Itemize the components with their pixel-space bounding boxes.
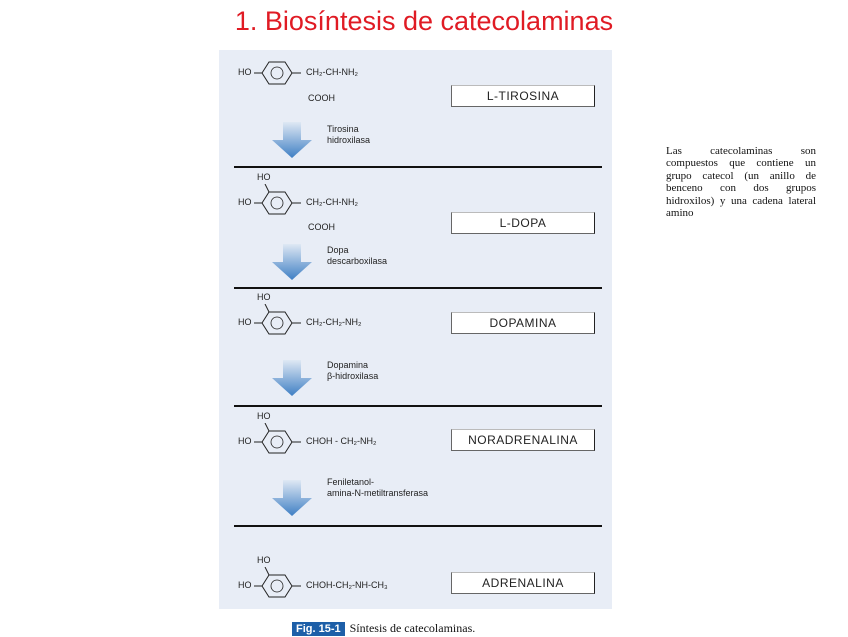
side-chain-label: CH₂-CH₂-NH₂ <box>306 317 362 327</box>
top-oh-label: HO <box>257 411 271 421</box>
compound-name-box: L-TIROSINA <box>451 85 595 107</box>
enzyme-label: Tirosina hidroxilasa <box>327 124 371 145</box>
compound-name-box: L-DOPA <box>451 212 595 234</box>
benzene-ring-icon <box>252 423 302 457</box>
side-chain-label: CHOH-CH₂-NH-CH₃ <box>306 580 388 590</box>
carboxyl-label: COOH <box>308 222 335 232</box>
compound-name-box: DOPAMINA <box>451 312 595 334</box>
benzene-ring-icon <box>252 184 302 218</box>
down-arrow-icon <box>272 480 312 516</box>
benzene-ring-icon <box>252 567 302 601</box>
figure-label: Fig. 15-1 <box>292 622 345 636</box>
page-title: 1. Biosíntesis de catecolaminas <box>234 6 614 36</box>
side-chain-label: CH₂-CH-NH₂ <box>306 67 358 77</box>
left-oh-label: HO <box>238 580 252 590</box>
down-arrow-icon <box>272 360 312 396</box>
top-oh-label: HO <box>257 292 271 302</box>
side-description: Las catecolaminas son compuestos que contiene un grupo catecol (un anillo de benceno con dos grupos hidroxilos) y una cadena lateral amino <box>666 145 816 220</box>
step-separator <box>234 287 602 289</box>
left-oh-label: HO <box>238 67 252 77</box>
left-oh-label: HO <box>238 197 252 207</box>
top-oh-label: HO <box>257 555 271 565</box>
left-oh-label: HO <box>238 436 252 446</box>
step-separator <box>234 166 602 168</box>
enzyme-label: Dopamina β-hidroxilasa <box>327 360 379 381</box>
benzene-ring-icon <box>252 304 302 338</box>
step-separator <box>234 525 602 527</box>
figure-caption <box>292 621 475 637</box>
step-separator <box>234 405 602 407</box>
top-oh-label: HO <box>257 172 271 182</box>
carboxyl-label: COOH <box>308 93 335 103</box>
enzyme-label: Feniletanol- amina-N-metiltransferasa <box>327 477 429 498</box>
down-arrow-icon <box>272 122 312 158</box>
side-chain-label: CHOH - CH₂-NH₂ <box>306 436 377 446</box>
left-oh-label: HO <box>238 317 252 327</box>
caption-text: Síntesis de catecolaminas. <box>349 621 476 635</box>
enzyme-label: Dopa descarboxilasa <box>327 245 388 266</box>
benzene-ring-icon <box>252 58 302 88</box>
side-chain-label: CH₂-CH-NH₂ <box>306 197 358 207</box>
compound-name-box: ADRENALINA <box>451 572 595 594</box>
compound-name-box: NORADRENALINA <box>451 429 595 451</box>
down-arrow-icon <box>272 244 312 280</box>
